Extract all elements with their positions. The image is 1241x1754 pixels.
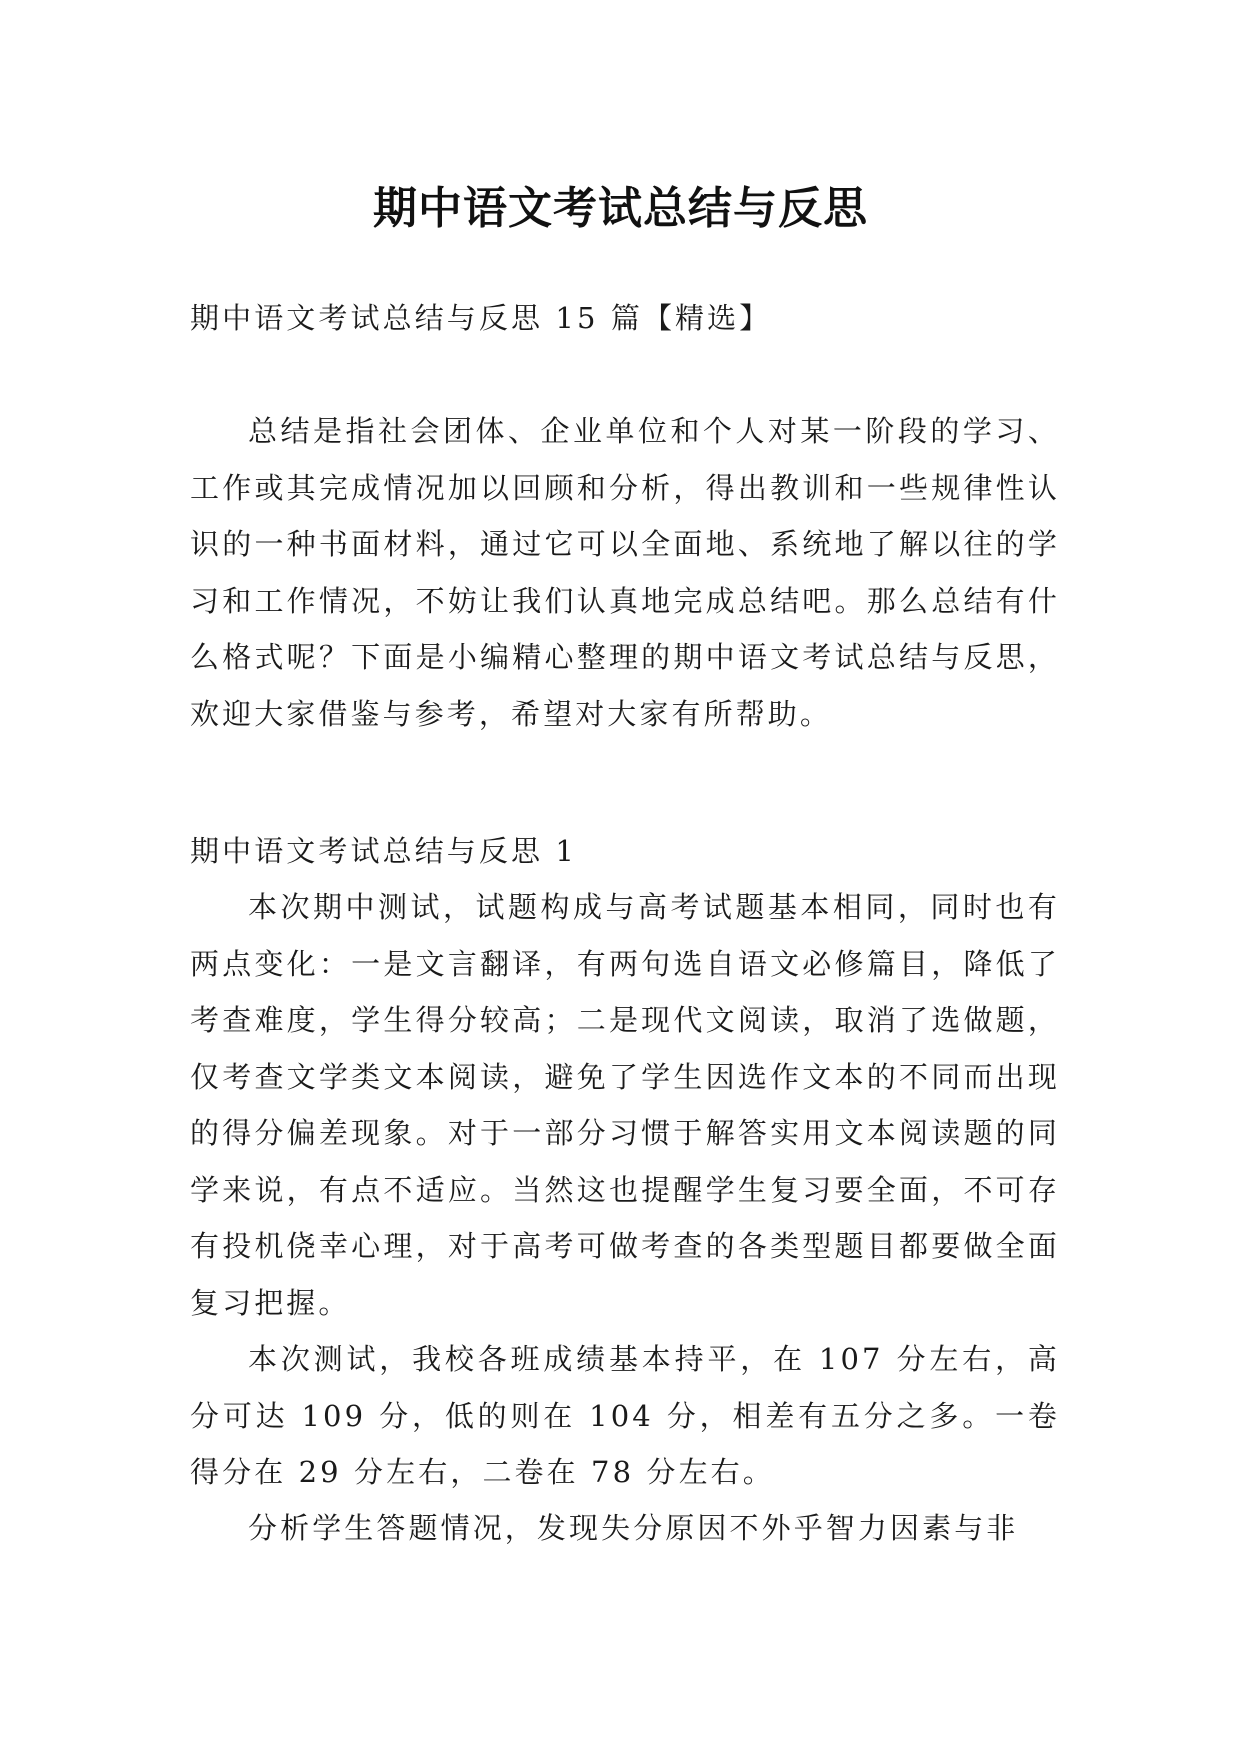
body-paragraph: 本次期中测试，试题构成与高考试题基本相同，同时也有两点变化：一是文言翻译，有两句选自语文必修篇目，降低了考查难度，学生得分较高；二是现代文阅读，取消了选做题，仅考查文学类文本阅读，避免了学生因选作文本的不同而出现的得分偏差现象。对于一部分习惯于解答实用文本阅读题的同学来说，有点不适应。当然这也提醒学生复习要全面，不可存有投机侥幸心理，对于高考可做考查的各类型题目都要做全面复习把握。	[190, 890, 1060, 1320]
intro-paragraph: 总结是指社会团体、企业单位和个人对某一阶段的学习、工作或其完成情况加以回顾和分析，得出教训和一些规律性认识的一种书面材料，通过它可以全面地、系统地了解以往的学习和工作情况，不妨让我们认真地完成总结吧。那么总结有什么格式呢？下面是小编精心整理的期中语文考试总结与反思，欢迎大家借鉴与参考，希望对大家有所帮助。	[190, 414, 1060, 731]
section-heading: 期中语文考试总结与反思 1	[190, 834, 577, 868]
document-title: 期中语文考试总结与反思	[373, 183, 868, 235]
body-paragraph: 分析学生答题情况，发现失分原因不外乎智力因素与非	[248, 1511, 1019, 1545]
document-subtitle: 期中语文考试总结与反思 15 篇【精选】	[190, 301, 772, 335]
body-paragraph: 本次测试，我校各班成绩基本持平，在 107 分左右，高分可达 109 分，低的则在 104 分，相差有五分之多。一卷得分在 29 分左右，二卷在 78 分左右。	[190, 1342, 1060, 1489]
